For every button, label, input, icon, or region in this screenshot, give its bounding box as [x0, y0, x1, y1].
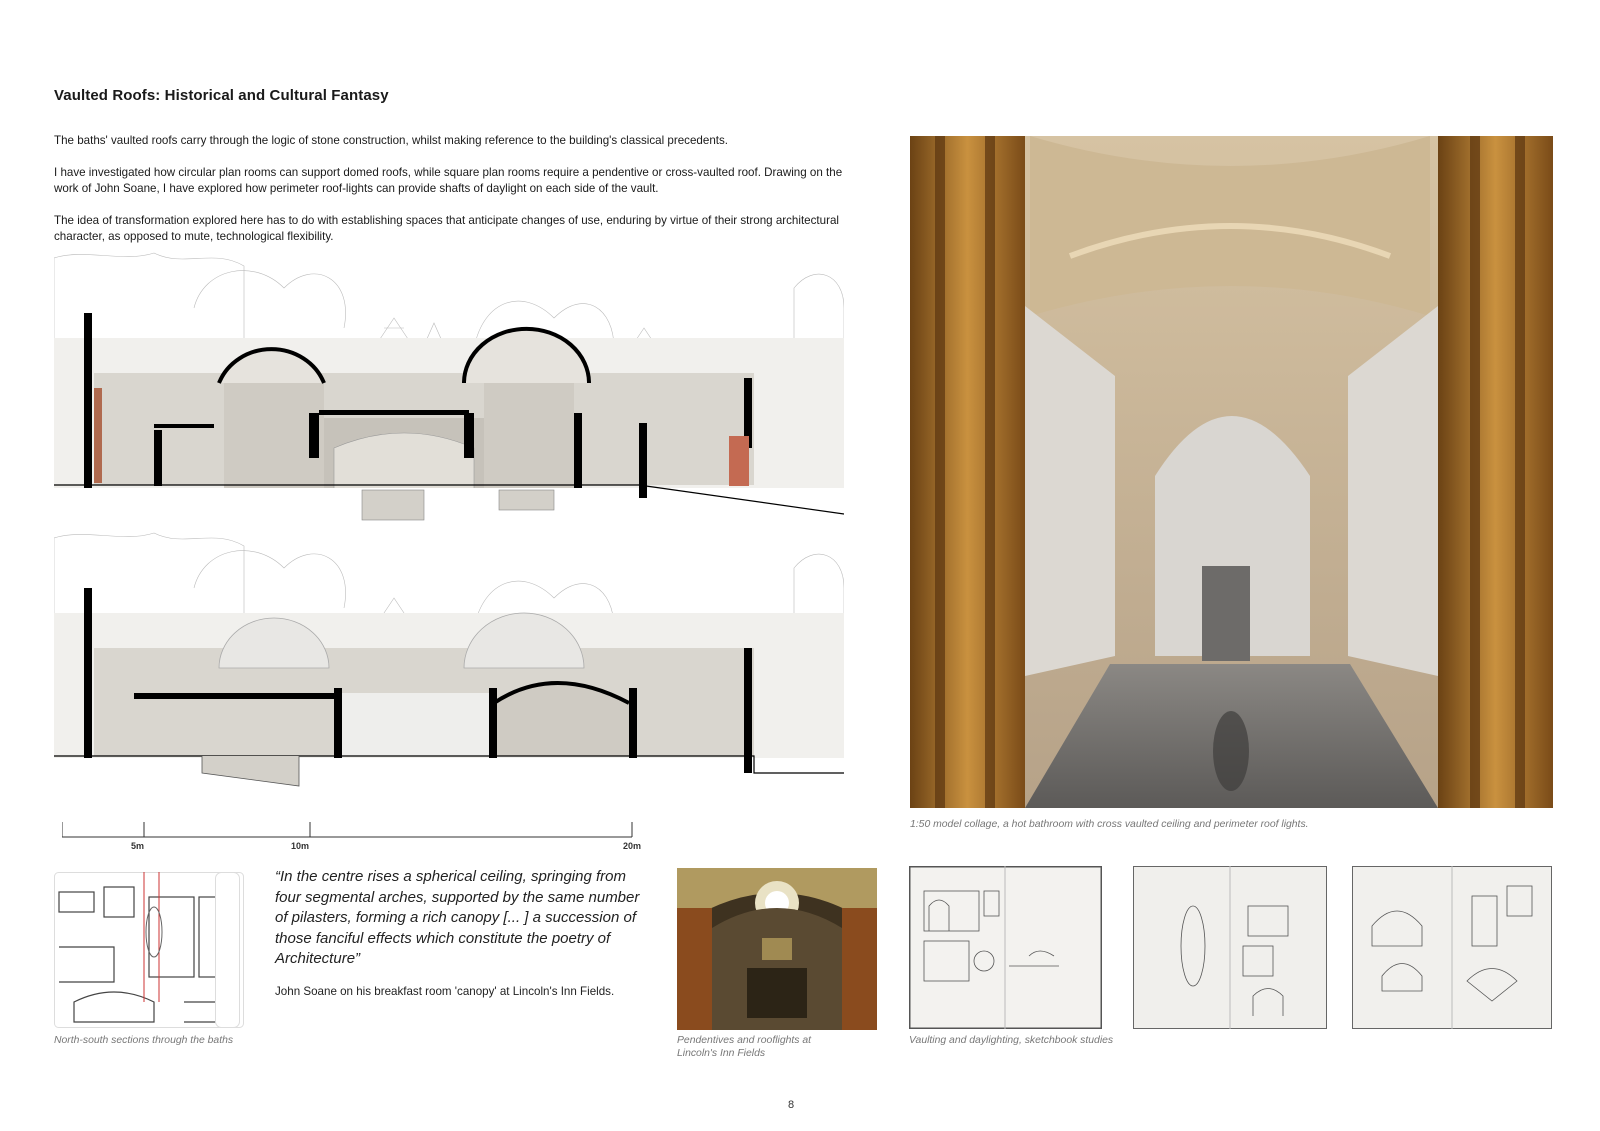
sketchbook-photo-1 — [909, 866, 1102, 1029]
key-plan-fragment — [215, 872, 240, 1028]
quote-attribution: John Soane on his breakfast room 'canopy' at Lincoln's Inn Fields. — [275, 985, 615, 998]
north-south-section-1 — [54, 248, 844, 530]
sketchbook-photo-3 — [1352, 866, 1552, 1029]
sketchbook-caption: Vaulting and daylighting, sketchbook studies — [909, 1035, 1114, 1046]
sketchbook-photo-2 — [1133, 866, 1327, 1029]
scale-bar — [62, 822, 652, 852]
page-number: 8 — [788, 1099, 795, 1111]
soane-quote: “In the centre rises a spherical ceiling, springing from four segmental arches, supported by the same number of pilasters, forming a rich canopy [... ] a succession of those fanciful effects which constitute the poetry of Architecture” — [275, 868, 640, 967]
collage-caption: 1:50 model collage, a hot bathroom with cross vaulted ceiling and perimeter roof lights. — [910, 819, 1309, 830]
north-south-section-2 — [54, 528, 844, 798]
intro-paragraph: The baths' vaulted roofs carry through the logic of stone construction, whilst making reference to the building's classical precedents. — [54, 134, 728, 147]
soane-caption: Pendentives and rooflights at Lincoln's Inn Fields — [677, 1035, 812, 1059]
soane-breakfast-room-photo — [677, 868, 877, 1030]
scale-label-10m: 10m — [291, 841, 310, 851]
scale-label-20m: 20m — [623, 841, 642, 851]
page-title: Vaulted Roofs: Historical and Cultural Fantasy — [54, 87, 389, 104]
scale-label-5m: 5m — [131, 841, 145, 851]
transformation-paragraph: The idea of transformation explored here has to do with establishing spaces that anticipate changes of use, enduring by virtue of their strong architectural character, as opposed to mute, technological flexibility. — [54, 214, 839, 243]
investigation-paragraph: I have investigated how circular plan rooms can support domed roofs, while square plan rooms require a pendentive or cross-vaulted roof. Drawing on the work of John Soane, I have explored how perimeter roof-lights can provide shafts of daylight on each side of the vault. — [54, 166, 843, 195]
sections-caption: North-south sections through the baths — [54, 1035, 234, 1046]
model-collage-photo — [910, 136, 1553, 808]
